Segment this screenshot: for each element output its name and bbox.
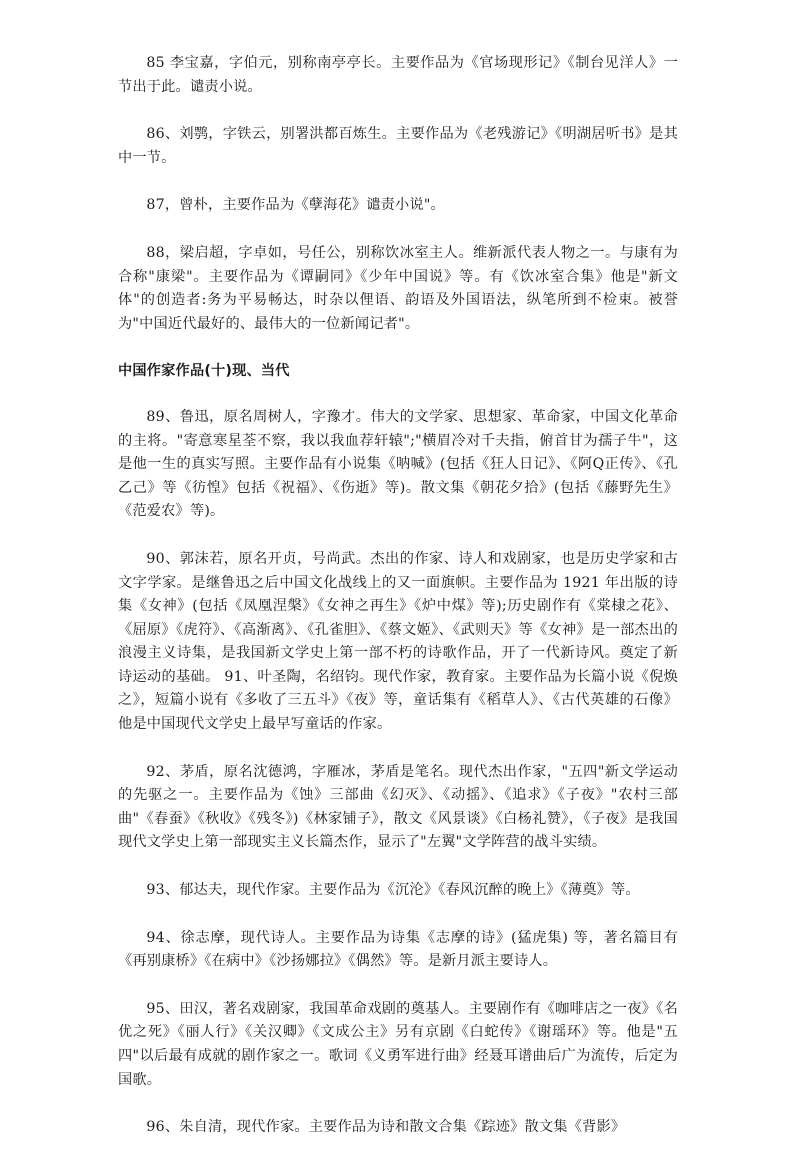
section-heading: 中国作家作品(十)现、当代 [118, 363, 290, 380]
paragraph-88: 88，梁启超，字卓如，号任公，别称饮冰室主人。维新派代表人物之一。与康有为合称"康梁"。主要作品为《谭嗣同》《少年中国说》等。有《饮冰室合集》他是"新文体"的创造者:务为平易畅达，时杂以俚语、韵语及外国语法，纵笔所到不检束。被誉为"中国近代最好的、最伟大的一位新闻记者"。 [118, 244, 678, 332]
paragraph-87: 87，曾朴，主要作品为《孽海花》谴责小说"。 [146, 197, 445, 214]
paragraph-85: 85 李宝嘉，字伯元，别称南亭亭长。主要作品为《官场现形记》《制台见洋人》一节出于此。谴责小说。 [118, 55, 678, 95]
paragraph-86: 86、刘鹗，字铁云，别署洪都百炼生。主要作品为《老残游记》《明湖居听书》是其中一节。 [118, 126, 678, 166]
paragraph-92: 92、茅盾，原名沈德鸿，字雁冰，茅盾是笔名。现代杰出作家，"五四"新文学运动的先驱之一。主要作品为《蚀》三部曲《幻灭》、《动摇》、《追求》《子夜》"农村三部曲"《春蚕》《秋收》《残冬》)《林家铺子》，散文《风景谈》《白杨礼赞》，《子夜》是我国现代文学史上第一部现实主义长篇杰作，显示了"左翼"文学阵营的战斗实绩。 [118, 763, 678, 851]
document-page [118, 52, 678, 1164]
paragraph-95: 95、田汉，著名戏剧家，我国革命戏剧的奠基人。主要剧作有《咖啡店之一夜》《名优之死》《丽人行》《关汉卿》《文成公主》另有京剧《白蛇传》《谢瑶环》等。他是"五四"以后最有成就的剧作家之一。歌词《义勇军进行曲》经聂耳谱曲后广为流传，后定为国歌。 [118, 1000, 678, 1088]
paragraph-93: 93、郁达夫，现代作家。主要作品为《沉沦》《春风沉醉的晚上》《薄奠》等。 [146, 882, 640, 899]
paragraph-89: 89、鲁迅，原名周树人，字豫才。伟大的文学家、思想家、革命家，中国文化革命的主将。"寄意寒星荃不察，我以我血荐轩辕";"横眉冷对千夫指，俯首甘为孺子牛"，这是他一生的真实写照。主要作品有小说集《呐喊》(包括《狂人日记》、《阿Q正传》、《孔乙己》等《彷惶》包括《祝福》、《伤逝》等)。散文集《朝花夕拾》(包括《藤野先生》《范爱农》等)。 [118, 408, 678, 520]
paragraph-90-91: 90、郭沫若，原名开贞，号尚武。杰出的作家、诗人和戏剧家，也是历史学家和古文字学家。是继鲁迅之后中国文化战线上的又一面旗帜。主要作品为 1921 年出版的诗集《女神》(包括《凤凰涅槃》《女神之再生》《炉中煤》等);历史剧作有《棠棣之花》、《屈原》《虎符》、《高渐离》、《孔雀胆》、《蔡文姬》、《武则天》等《女神》是一部杰出的浪漫主义诗集，是我国新文学史上第一部不朽的诗歌作品，开了一代新诗风。奠定了新诗运动的基础。 91、叶圣陶，名绍钧。现代作家，教育家。主要作品为长篇小说《倪焕之》，短篇小说有《多收了三五斗》《夜》等，童话集有《稻草人》、《古代英雄的石像》他是中国现代文学史上最早写童话的作家。 [118, 550, 678, 733]
paragraph-96: 96、朱自清，现代作家。主要作品为诗和散文合集《踪迹》散文集《背影》 [146, 1119, 626, 1136]
paragraph-94: 94、徐志摩，现代诗人。主要作品为诗集《志摩的诗》(猛虎集) 等，著名篇目有《再别康桥》《在病中》《沙扬娜拉》《偶然》等。是新月派主要诗人。 [118, 929, 678, 970]
